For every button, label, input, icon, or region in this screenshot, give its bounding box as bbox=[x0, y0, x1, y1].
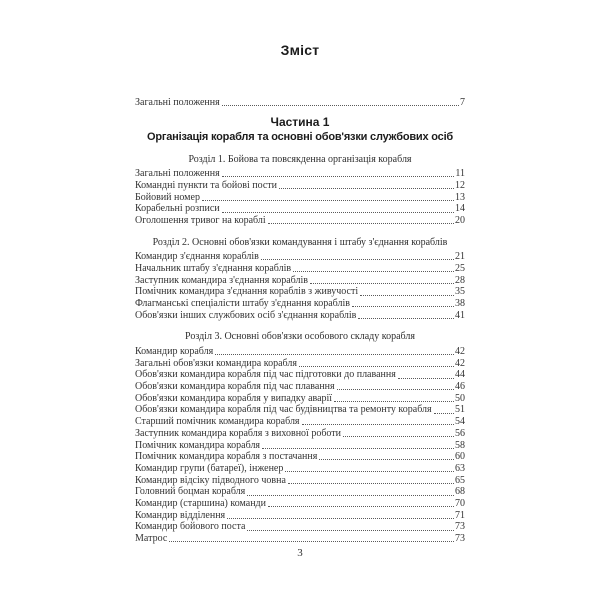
toc-entry-label: Матрос bbox=[135, 533, 168, 545]
dot-leader bbox=[358, 318, 454, 319]
toc-entry-page: 42 bbox=[455, 357, 465, 369]
toc-entry-page: 73 bbox=[455, 521, 465, 533]
toc-entry-label: Начальник штабу з'єднання кораблів bbox=[135, 262, 292, 274]
toc-entry-label: Флагманські спеціалісти штабу з'єднання кораблів bbox=[135, 298, 350, 310]
toc-entry-page: 56 bbox=[455, 427, 465, 439]
dot-leader bbox=[262, 448, 454, 449]
toc-entry bbox=[135, 393, 465, 405]
section-heading: Розділ 1. Бойова та повсякденна організація корабля bbox=[188, 153, 412, 165]
toc-entry-label: Загальні положення bbox=[135, 168, 220, 180]
toc-entry-label: Загальні положення bbox=[135, 97, 220, 108]
toc-entry-label: Командир бойового поста bbox=[135, 521, 246, 533]
toc-entry-page: 71 bbox=[455, 509, 465, 521]
toc-entry-page: 7 bbox=[460, 97, 465, 108]
dot-leader bbox=[222, 212, 454, 213]
toc-entry-label: Оголошення тривог на кораблі bbox=[135, 215, 266, 227]
toc-entry-label: Командир відсіку підводного човна bbox=[135, 474, 286, 486]
toc-entry bbox=[135, 428, 465, 440]
toc-entry bbox=[135, 286, 465, 298]
dot-leader bbox=[299, 366, 454, 367]
toc-entry-label: Обов'язки командира корабля під час будівництва та ремонту корабля bbox=[135, 404, 432, 416]
toc-entry-page: 63 bbox=[455, 462, 465, 474]
toc-entry-label: Командир корабля bbox=[135, 345, 214, 357]
toc-entry bbox=[135, 358, 465, 370]
toc-entry bbox=[135, 180, 465, 192]
toc-entry-page: 13 bbox=[455, 191, 465, 203]
toc-entry-page: 41 bbox=[455, 309, 465, 321]
dot-leader bbox=[202, 200, 454, 201]
toc-entry-page: 46 bbox=[455, 381, 465, 393]
part-title: Частина 1 bbox=[270, 114, 330, 129]
section-entries bbox=[135, 251, 465, 321]
part-heading bbox=[135, 115, 465, 144]
toc-entry-label: Помічник командира корабля bbox=[135, 439, 261, 451]
section-entries bbox=[135, 168, 465, 227]
dot-leader bbox=[352, 306, 454, 307]
toc-entry bbox=[135, 97, 465, 109]
toc-entry-label: Командир з'єднання кораблів bbox=[135, 251, 259, 263]
page-title: Зміст bbox=[280, 42, 320, 58]
dot-leader bbox=[268, 506, 454, 507]
toc-entry bbox=[135, 498, 465, 510]
dot-leader bbox=[222, 176, 455, 177]
toc-entry-label: Заступник командира корабля з виховної роботи bbox=[135, 427, 342, 439]
toc-entry-label: Обов'язки командира корабля у випадку аварії bbox=[135, 392, 333, 404]
toc-entry bbox=[135, 533, 465, 545]
dot-leader bbox=[343, 436, 454, 437]
dot-leader bbox=[215, 354, 454, 355]
dot-leader bbox=[222, 105, 459, 106]
toc-entry bbox=[135, 298, 465, 310]
toc-sections bbox=[135, 153, 465, 545]
toc-entry bbox=[135, 404, 465, 416]
dot-leader bbox=[360, 295, 454, 296]
toc-entry-label: Командні пункти та бойові пости bbox=[135, 179, 278, 191]
dot-leader bbox=[285, 471, 454, 472]
dot-leader bbox=[268, 223, 454, 224]
toc-entry-page: 21 bbox=[455, 251, 465, 263]
dot-leader bbox=[319, 459, 454, 460]
section-heading: Розділ 3. Основні обов'язки особового складу корабля bbox=[185, 331, 415, 343]
dot-leader bbox=[169, 541, 454, 542]
toc-entry-page: 38 bbox=[455, 298, 465, 310]
toc-entry-page: 44 bbox=[455, 369, 465, 381]
dot-leader bbox=[334, 401, 454, 402]
toc-entry bbox=[135, 451, 465, 463]
toc-entry bbox=[135, 168, 465, 180]
toc-entry-page: 28 bbox=[455, 274, 465, 286]
dot-leader bbox=[302, 424, 454, 425]
dot-leader bbox=[337, 389, 454, 390]
toc-entry-label: Заступник командира з'єднання кораблів bbox=[135, 274, 308, 286]
toc-entry-label: Командир відділення bbox=[135, 509, 226, 521]
toc-entry bbox=[135, 203, 465, 215]
toc-entry-page: 42 bbox=[455, 345, 465, 357]
toc-entry-page: 12 bbox=[455, 179, 465, 191]
toc-entry bbox=[135, 381, 465, 393]
toc-entry-label: Командир (старшина) команди bbox=[135, 498, 266, 510]
toc-entry-label: Помічник командира з'єднання кораблів з живучості bbox=[135, 286, 359, 298]
dot-leader bbox=[310, 283, 454, 284]
toc-entry-page: 73 bbox=[455, 533, 465, 545]
toc-entry bbox=[135, 486, 465, 498]
toc-entry bbox=[135, 521, 465, 533]
toc-entry-page: 51 bbox=[455, 404, 465, 416]
toc-entry bbox=[135, 215, 465, 227]
toc-entry bbox=[135, 346, 465, 358]
toc-entry bbox=[135, 475, 465, 487]
toc-entry-label: Корабельні розписи bbox=[135, 203, 220, 215]
toc-entry-page: 68 bbox=[455, 486, 465, 498]
dot-leader bbox=[227, 518, 454, 519]
toc-entry bbox=[135, 416, 465, 428]
dot-leader bbox=[247, 495, 454, 496]
dot-leader bbox=[434, 413, 454, 414]
toc-entry-label: Старший помічник командира корабля bbox=[135, 416, 300, 428]
toc-entry bbox=[135, 275, 465, 287]
dot-leader bbox=[288, 483, 454, 484]
page-number: 3 bbox=[297, 547, 303, 559]
toc-entry-page: 70 bbox=[455, 498, 465, 510]
dot-leader bbox=[293, 271, 454, 272]
toc-entry-label: Бойовий номер bbox=[135, 191, 200, 203]
toc-entry-page: 11 bbox=[455, 168, 465, 180]
toc-entry bbox=[135, 369, 465, 381]
toc-entry-label: Обов'язки інших службових осіб з'єднання кораблів bbox=[135, 309, 357, 321]
toc-entry-label: Загальні обов'язки командира корабля bbox=[135, 357, 297, 369]
toc-entry-label: Помічник командира корабля з постачання bbox=[135, 451, 318, 463]
toc-entry bbox=[135, 510, 465, 522]
toc-entry-page: 50 bbox=[455, 392, 465, 404]
toc-entry-label: Обов'язки командира корабля під час підготовки до плавання bbox=[135, 369, 396, 381]
part-subtitle: Організація корабля та основні обов'язки службових осіб bbox=[146, 130, 454, 143]
toc-content bbox=[135, 0, 465, 545]
section-heading: Розділ 2. Основні обов'язки командування і штабу з'єднання кораблів bbox=[152, 236, 448, 248]
toc-entry-page: 58 bbox=[455, 439, 465, 451]
toc-entry-page: 20 bbox=[455, 215, 465, 227]
toc-entry bbox=[135, 192, 465, 204]
toc-entry-page: 14 bbox=[455, 203, 465, 215]
toc-entry-label: Командир групи (батареї), інженер bbox=[135, 462, 284, 474]
toc-entry-page: 54 bbox=[455, 416, 465, 428]
toc-entry bbox=[135, 440, 465, 452]
toc-entry-label: Головний боцман корабля bbox=[135, 486, 246, 498]
toc-entry bbox=[135, 263, 465, 275]
toc-entry-page: 65 bbox=[455, 474, 465, 486]
toc-entry bbox=[135, 463, 465, 475]
toc-entry-page: 60 bbox=[455, 451, 465, 463]
toc-entry-page: 35 bbox=[455, 286, 465, 298]
section-entries bbox=[135, 346, 465, 545]
toc-entry-label: Обов'язки командира корабля під час плавання bbox=[135, 381, 335, 393]
toc-entry bbox=[135, 251, 465, 263]
toc-entry-page: 25 bbox=[455, 262, 465, 274]
dot-leader bbox=[261, 259, 454, 260]
dot-leader bbox=[398, 378, 454, 379]
dot-leader bbox=[247, 530, 454, 531]
toc-entry bbox=[135, 310, 465, 322]
dot-leader bbox=[279, 188, 454, 189]
intro-entries bbox=[135, 97, 465, 109]
